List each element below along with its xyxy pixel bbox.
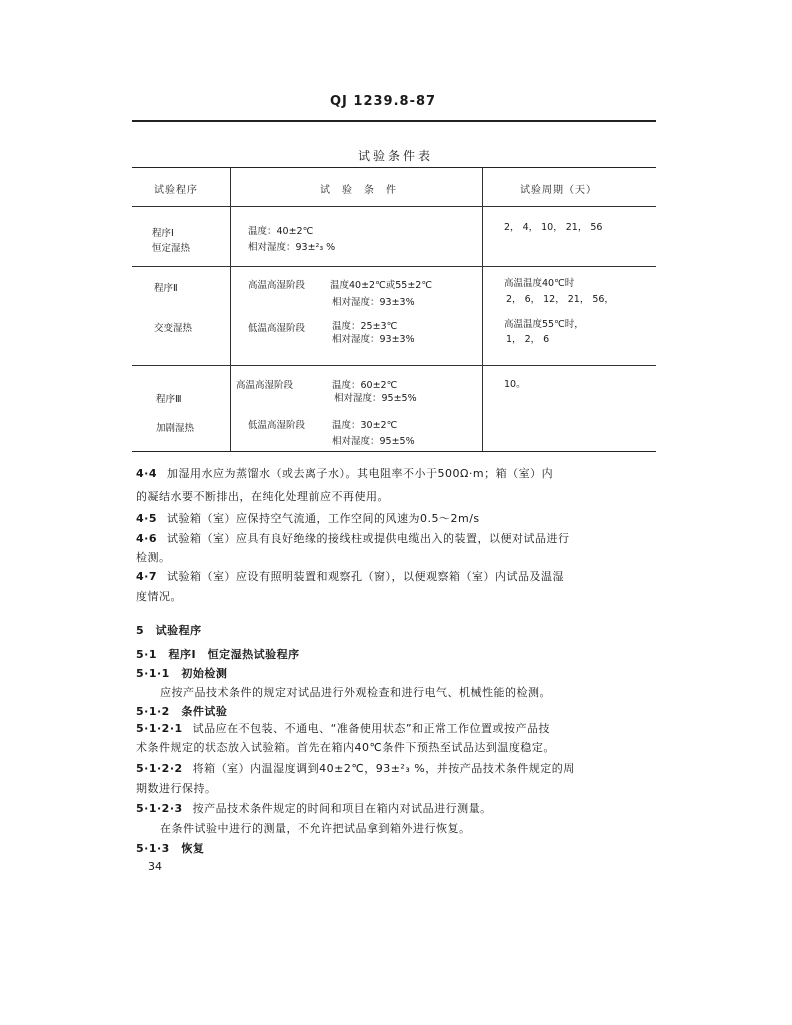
condition-text: 相对湿度：95±5% (334, 393, 417, 404)
column-divider (230, 168, 231, 451)
clause-4-7 (136, 568, 564, 584)
section-5-heading: 5 试验程序 (136, 624, 202, 637)
column-header-program: 试验程序 (154, 185, 198, 196)
section-5-1-1-heading: 5·1·1 初始检测 (136, 667, 228, 680)
column-divider (482, 168, 483, 451)
program-label: 程序Ⅲ (156, 394, 182, 405)
program-name: 交变湿热 (154, 323, 193, 334)
clause-text-continued: 检测。 (136, 551, 171, 564)
clause-text-continued: 期数进行保持。 (136, 782, 217, 795)
program-label: 程序Ⅱ (154, 283, 178, 294)
condition-text: 温度：60±2℃ (332, 380, 398, 391)
section-5-1-3-heading: 5·1·3 恢复 (136, 842, 205, 855)
clause-text: 按产品技术条件规定的时间和项目在箱内对试品进行测量。 (192, 802, 492, 815)
program-label: 程序Ⅰ (152, 228, 174, 239)
program-name: 加剧湿热 (156, 423, 195, 434)
clause-number: 5·1·2·3 (136, 802, 183, 815)
clause-number: 4·6 (136, 532, 157, 545)
condition-text: 温度：30±2℃ (332, 420, 398, 431)
row-divider (132, 365, 656, 366)
period-label: 高温温度40℃时 (504, 278, 575, 289)
condition-text: 温度：40±2℃ (248, 226, 314, 237)
stage-label: 低温高湿阶段 (248, 323, 306, 334)
clause-text: 试品应在不包装、不通电、“准备使用状态”和正常工作位置或按产品技 (192, 722, 551, 735)
table-title: 试验条件表 (358, 149, 434, 163)
period-values: 2， 6， 12， 21， 56， (506, 294, 614, 305)
clause-number: 5·1·2·2 (136, 762, 183, 775)
column-header-conditions: 试 验 条 件 (320, 185, 397, 196)
period-values: 1， 2， 6 (506, 334, 550, 345)
condition-text: 相对湿度：93±3% (332, 334, 415, 345)
column-header-period: 试验周期（天） (520, 185, 597, 196)
program-name: 恒定湿热 (152, 243, 191, 254)
clause-text: 加湿用水应为蒸馏水（或去离子水）。其电阻率不小于500Ω·m；箱（室）内 (167, 467, 554, 480)
test-conditions-table (132, 167, 656, 452)
condition-text: 相对湿度：93±3% (332, 297, 415, 308)
section-5-1-2-heading: 5·1·2 条件试验 (136, 705, 228, 718)
stage-label: 高温高湿阶段 (248, 280, 306, 291)
document-code-header: QJ 1239.8-87 (330, 94, 437, 109)
condition-text: 相对湿度：93±²₃ % (248, 242, 336, 253)
clause-text-continued: 的凝结水要不断排出，在纯化处理前应不再使用。 (136, 490, 389, 503)
condition-text: 温度40±2℃或55±2℃ (330, 280, 433, 291)
clause-number: 4·7 (136, 570, 157, 583)
stage-label: 高温高湿阶段 (236, 380, 294, 391)
stage-label: 低温高湿阶段 (248, 420, 306, 431)
clause-4-5 (136, 510, 480, 526)
clause-number: 4·4 (136, 467, 157, 480)
clause-4-4 (136, 465, 553, 481)
clause-number: 5·1·2·1 (136, 722, 183, 735)
clause-5-1-2-1 (136, 720, 550, 736)
clause-text: 试验箱（室）应具有良好绝缘的接线柱或提供电缆出入的装置，以便对试品进行 (167, 532, 570, 545)
period-label: 高温温度55℃时， (504, 319, 584, 330)
page-number: 34 (148, 860, 162, 873)
header-row-divider (132, 206, 656, 207)
clause-5-1-2-2 (136, 760, 575, 776)
condition-text: 温度：25±3℃ (332, 321, 398, 332)
clause-text: 在条件试验中进行的测量，不允许把试品拿到箱外进行恢复。 (160, 822, 471, 835)
period-values: 2， 4， 10， 21， 56 (504, 222, 603, 233)
header-rule (132, 120, 656, 122)
clause-4-6 (136, 530, 570, 546)
condition-text: 相对湿度：95±5% (332, 436, 415, 447)
clause-text-continued: 术条件规定的状态放入试验箱。首先在箱内40℃条件下预热至试品达到温度稳定。 (136, 741, 555, 754)
clause-text-continued: 度情况。 (136, 590, 182, 603)
period-values: 10。 (504, 379, 526, 390)
clause-text: 将箱（室）内温湿度调到40±2℃，93±²₃ %，并按产品技术条件规定的周 (192, 762, 575, 775)
clause-5-1-2-3 (136, 800, 492, 816)
clause-text: 试验箱（室）应保持空气流通，工作空间的风速为0.5～2m/s (167, 512, 480, 525)
section-5-1-heading: 5·1 程序Ⅰ 恒定湿热试验程序 (136, 648, 300, 661)
clause-text: 试验箱（室）应设有照明装置和观察孔（窗），以便观察箱（室）内试品及温湿 (167, 570, 564, 583)
row-divider (132, 266, 656, 267)
clause-text: 应按产品技术条件的规定对试品进行外观检查和进行电气、机械性能的检测。 (160, 686, 551, 699)
clause-number: 4·5 (136, 512, 157, 525)
